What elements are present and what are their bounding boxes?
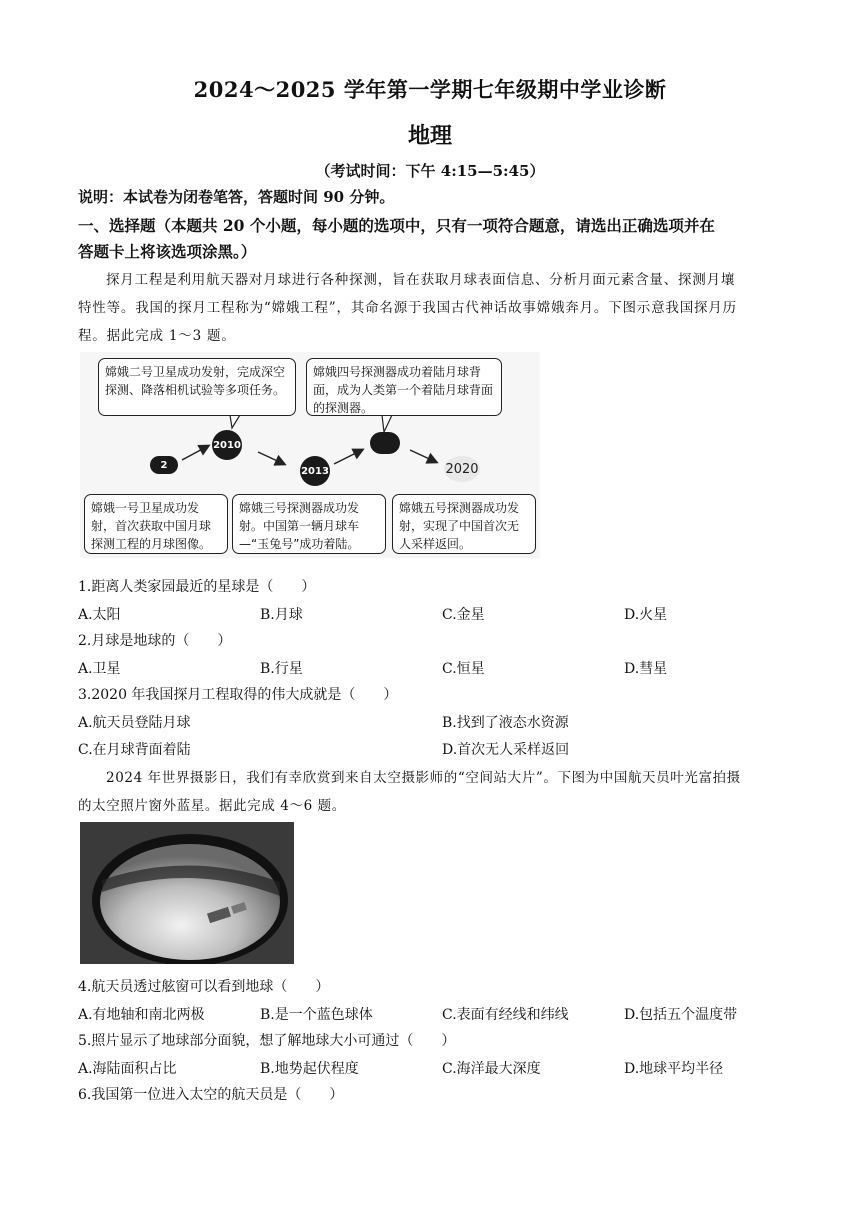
year-node-2018 bbox=[370, 432, 400, 454]
change3-callout: 嫦娥三号探测器成功发射。中国第一辆月球车—“玉兔号”成功着陆。 bbox=[232, 494, 386, 554]
year-node-2007: 2 bbox=[150, 456, 178, 474]
question-2-option-c[interactable]: C.恒星 bbox=[442, 661, 485, 677]
question-3-option-b[interactable]: B.找到了液态水资源 bbox=[442, 715, 569, 731]
passage-2-line1: 2024 年世界摄影日，我们有幸欣赏到来自太空摄影师的“空间站大片”。下图为中国航天员叶光富拍摄 bbox=[106, 770, 741, 786]
question-4-option-b[interactable]: B.是一个蓝色球体 bbox=[260, 1007, 373, 1023]
passage-2-line2: 的太空照片窗外蓝星。据此完成 4～6 题。 bbox=[78, 798, 346, 814]
question-2-option-a[interactable]: A.卫星 bbox=[78, 661, 121, 677]
question-4-stem: 4.航天员透过舷窗可以看到地球（ ） bbox=[78, 979, 330, 995]
subject-title: 地理 bbox=[407, 123, 452, 149]
question-1-option-d[interactable]: D.火星 bbox=[624, 607, 668, 623]
passage-1-line3: 程。据此完成 1～3 题。 bbox=[78, 328, 236, 344]
section-heading-line1: 一、选择题（本题共 20 个小题，每小题的选项中，只有一项符合题意，请选出正确选项并在 bbox=[78, 216, 715, 235]
change2-callout: 嫦娥二号卫星成功发射，完成深空探测、降落相机试验等多项任务。 bbox=[98, 358, 296, 416]
year-node-2013: 2013 bbox=[300, 456, 330, 486]
space-window-photo bbox=[80, 822, 294, 964]
question-3-option-d[interactable]: D.首次无人采样返回 bbox=[442, 742, 570, 758]
question-6-stem: 6.我国第一位进入太空的航天员是（ ） bbox=[78, 1087, 344, 1103]
change4-callout: 嫦娥四号探测器成功着陆月球背面，成为人类第一个着陆月球背面的探测器。 bbox=[306, 358, 502, 416]
question-1-option-b[interactable]: B.月球 bbox=[260, 607, 303, 623]
question-5-option-c[interactable]: C.海洋最大深度 bbox=[442, 1061, 541, 1077]
exam-title: 2024～2025 学年第一学期七年级期中学业诊断 bbox=[193, 77, 667, 102]
question-5-option-d[interactable]: D.地球平均半径 bbox=[624, 1061, 724, 1077]
question-4-option-a[interactable]: A.有地轴和南北两极 bbox=[78, 1007, 205, 1023]
question-3-option-a[interactable]: A.航天员登陆月球 bbox=[78, 715, 191, 731]
question-2-stem: 2.月球是地球的（ ） bbox=[78, 633, 232, 649]
question-3-option-c[interactable]: C.在月球背面着陆 bbox=[78, 742, 191, 758]
question-4-option-c[interactable]: C.表面有经线和纬线 bbox=[442, 1007, 569, 1023]
question-1-option-a[interactable]: A.太阳 bbox=[78, 607, 121, 623]
passage-1-line1: 探月工程是利用航天器对月球进行各种探测，旨在获取月球表面信息、分析月面元素含量、探测月壤 bbox=[106, 272, 736, 288]
question-2-option-b[interactable]: B.行星 bbox=[260, 661, 303, 677]
question-1-option-c[interactable]: C.金星 bbox=[442, 607, 485, 623]
year-node-2010: 2010 bbox=[212, 430, 242, 460]
question-3-stem: 3.2020 年我国探月工程取得的伟大成就是（ ） bbox=[78, 687, 398, 703]
passage-1-line2: 特性等。我国的探月工程称为“嫦娥工程”，其命名源于我国古代神话故事嫦娥奔月。下图示意我国探月历 bbox=[78, 300, 737, 316]
year-node-2020: 2020 bbox=[444, 456, 480, 482]
change5-callout: 嫦娥五号探测器成功发射，实现了中国首次无人采样返回。 bbox=[392, 494, 536, 554]
lunar-timeline-figure bbox=[80, 352, 540, 558]
question-1-stem: 1.距离人类家园最近的星球是（ ） bbox=[78, 579, 316, 595]
question-5-option-a[interactable]: A.海陆面积占比 bbox=[78, 1061, 177, 1077]
exam-note: 说明：本试卷为闭卷笔答，答题时间 90 分钟。 bbox=[78, 188, 395, 206]
question-5-stem: 5.照片显示了地球部分面貌，想了解地球大小可通过（ ） bbox=[78, 1033, 456, 1049]
section-heading-line2: 答题卡上将该选项涂黑。） bbox=[78, 242, 257, 261]
question-2-option-d[interactable]: D.彗星 bbox=[624, 661, 668, 677]
question-4-option-d[interactable]: D.包括五个温度带 bbox=[624, 1007, 738, 1023]
exam-time: （考试时间：下午 4:15—5:45） bbox=[315, 162, 545, 180]
question-5-option-b[interactable]: B.地势起伏程度 bbox=[260, 1061, 359, 1077]
change1-callout: 嫦娥一号卫星成功发射，首次获取中国月球探测工程的月球图像。 bbox=[84, 494, 228, 554]
